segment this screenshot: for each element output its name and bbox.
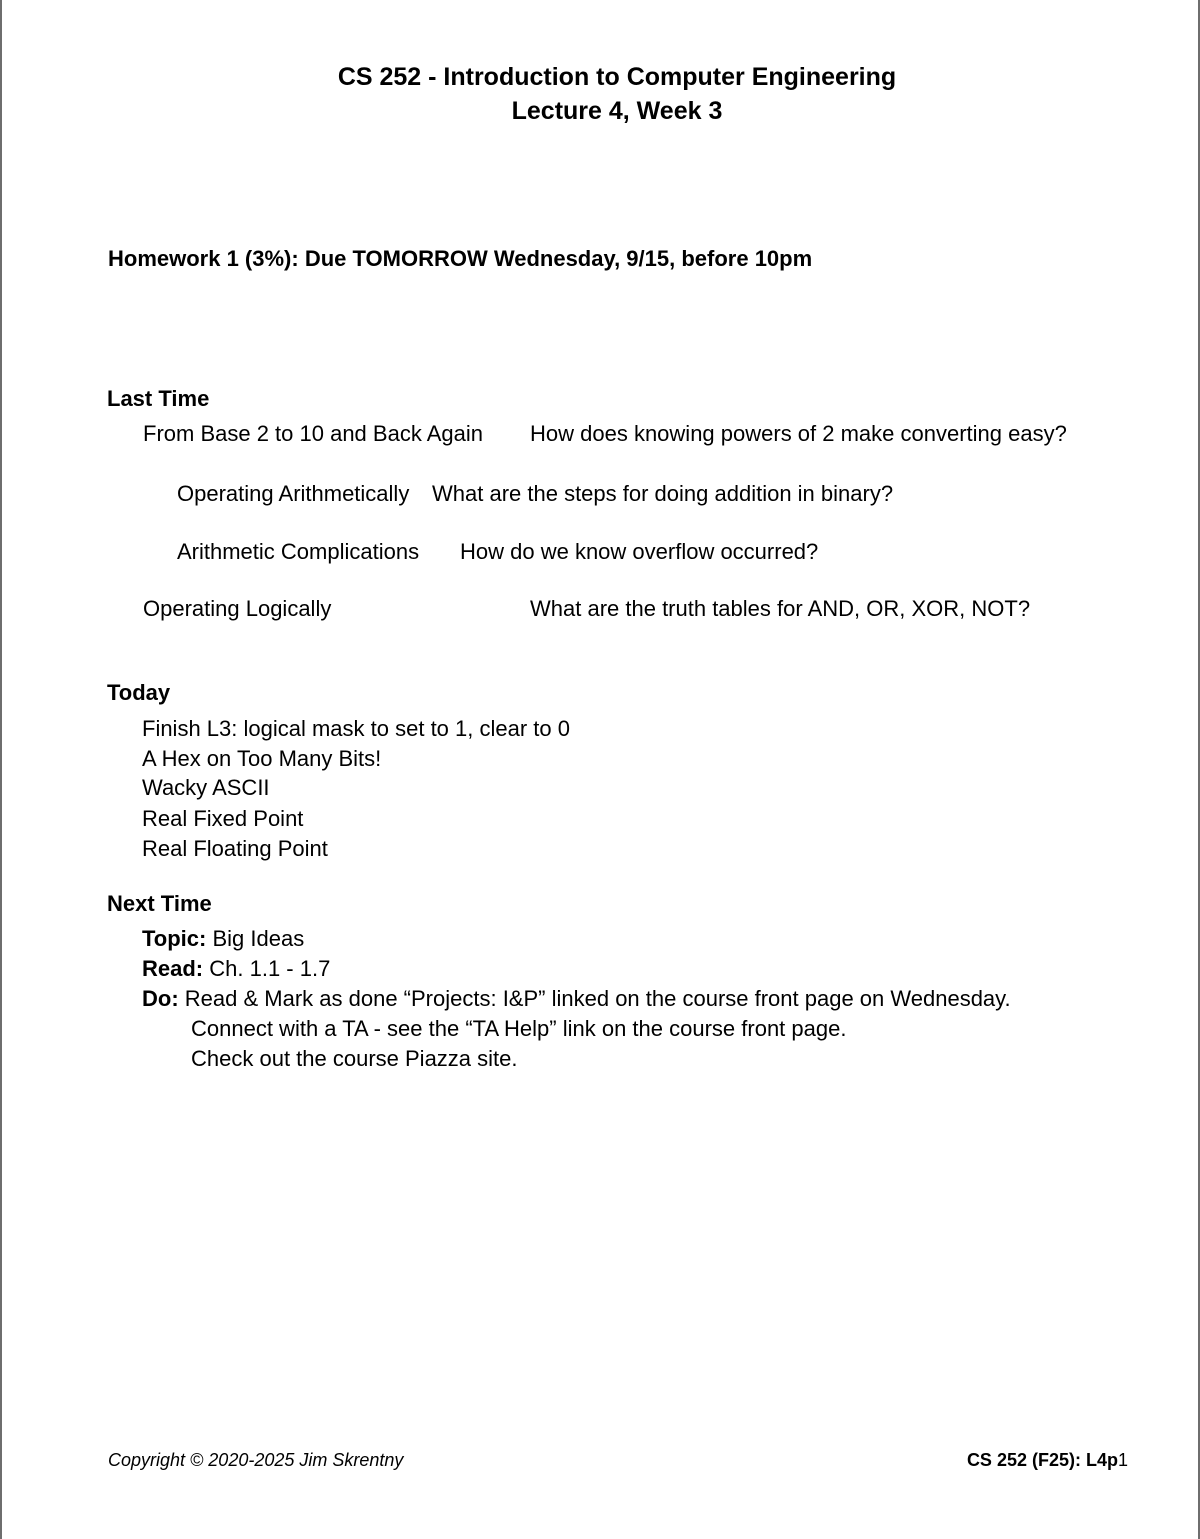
next-topic-line [142, 924, 304, 954]
today-heading: Today [107, 680, 171, 705]
next-time-heading: Next Time [107, 891, 212, 916]
last-time-question: What are the truth tables for AND, OR, XOR, NOT? [530, 596, 1031, 621]
homework-notice: Homework 1 (3%): Due TOMORROW Wednesday, 9/15, before 10pm [108, 246, 813, 271]
today-item: Wacky ASCII [142, 775, 270, 800]
page-label-course: CS 252 (F25): L4p [966, 1450, 1118, 1470]
read-label: Read: [142, 956, 204, 981]
last-time-topic: Operating Arithmetically [177, 481, 410, 506]
page-title: CS 252 - Introduction to Computer Engineering [337, 63, 897, 91]
last-time-topic: Operating Logically [143, 596, 332, 621]
do-value: Read & Mark as done “Projects: I&P” linked on the course front page on Wednesday. [184, 986, 1011, 1011]
today-item: A Hex on Too Many Bits! [142, 746, 382, 771]
next-do-line [142, 984, 1011, 1014]
last-time-topic: From Base 2 to 10 and Back Again [143, 421, 483, 446]
last-time-heading: Last Time [107, 386, 210, 411]
next-read-line [142, 954, 330, 984]
last-time-question: How do we know overflow occurred? [460, 539, 819, 564]
copyright-notice: Copyright © 2020-2025 Jim Skrentny [108, 1450, 404, 1470]
topic-label: Topic: [142, 926, 207, 951]
page-label [967, 1448, 1128, 1472]
read-value: Ch. 1.1 - 1.7 [209, 956, 331, 981]
last-time-question: How does knowing powers of 2 make converting easy? [530, 421, 1067, 446]
today-item: Finish L3: logical mask to set to 1, clear to 0 [142, 716, 570, 741]
do-label: Do: [142, 986, 179, 1011]
do-item: Check out the course Piazza site. [191, 1046, 518, 1071]
page-subtitle: Lecture 4, Week 3 [511, 97, 723, 125]
topic-value: Big Ideas [212, 926, 305, 951]
today-item: Real Fixed Point [142, 806, 304, 831]
page-border-left [0, 0, 2, 1539]
do-item: Connect with a TA - see the “TA Help” link on the course front page. [191, 1016, 847, 1041]
today-item: Real Floating Point [142, 836, 328, 861]
last-time-topic: Arithmetic Complications [177, 539, 420, 564]
page-number: 1 [1117, 1450, 1128, 1470]
last-time-question: What are the steps for doing addition in binary? [432, 481, 894, 506]
